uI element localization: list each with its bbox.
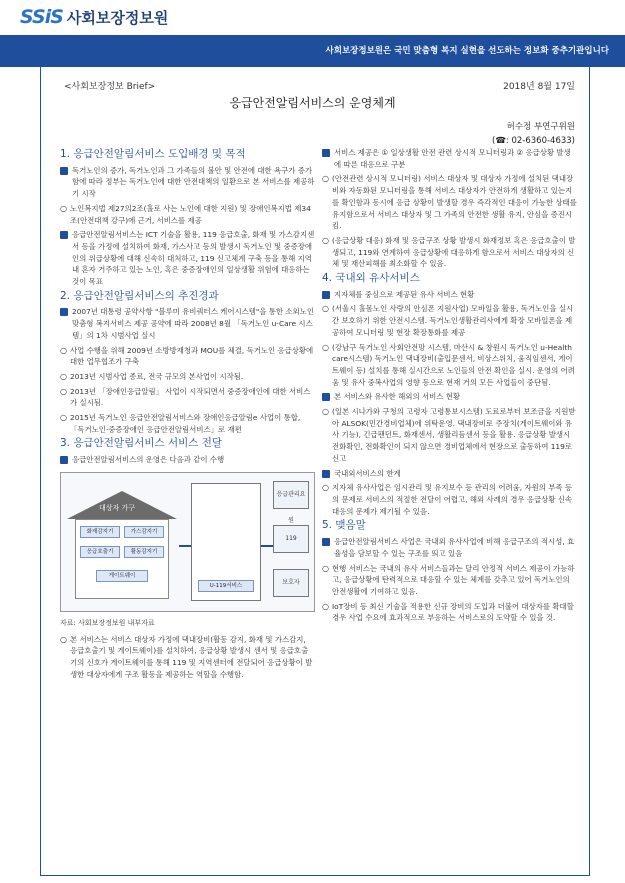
list-item: ○ 2013년 「장애인응급알림」 사업이 시작되면서 중증장애인에 대한 서비스가 실시됨. [60, 386, 311, 408]
fire-dept-box: 119 [273, 525, 309, 553]
banner-bar [0, 35, 625, 67]
square-bullet-icon [60, 456, 68, 464]
list-item: ○ 2013년 시범사업 종료, 전국 규모의 본사업이 시작됨. [60, 371, 244, 381]
square-bullet-icon [322, 393, 330, 401]
section-heading: 3. 응급안전알림서비스 서비스 전달 [60, 437, 223, 450]
key-point: 지자체를 중심으로 제공된 유사 서비스 현황 [322, 289, 577, 301]
circle-bullet-icon: ○ [322, 342, 329, 352]
circle-bullet-icon: ○ [60, 413, 67, 423]
square-bullet-icon [322, 470, 330, 478]
author-phone: (☎: 02-6360-4633) [492, 136, 575, 146]
banner-text: 사회보장정보원은 국민 맞춤형 복지 실현을 선도하는 정보화 중추기관입니다 [325, 46, 609, 56]
square-bullet-icon [322, 291, 330, 299]
house-body [75, 519, 169, 599]
key-point: 서비스 제공은 ① 일상생활 안전 관련 상시적 모니터링과 ② 응급상황 발생에 따른 대응으로 구분 [322, 147, 577, 170]
circle-bullet-icon: ○ [322, 304, 329, 314]
square-bullet-icon [322, 538, 330, 546]
key-point: 2007년 대통령 공약사항 "블루미 유비쿼터스 케어시스템"을 통한 소외노인 맞춤형 복지서비스 제공 공약에 따라 2008년 8월 「독거노인 u-Care 시스템」의 1차 시범사업 실시 [60, 306, 315, 341]
list-item: ○ 2015년 독거노인 응급안전알림서비스와 장애인응급알림e 사업이 통합, 「독거노인·중증장애인 응급안전알림서비스」로 재편 [60, 413, 301, 434]
page-title: 응급안전알림서비스의 운영체계 [229, 96, 396, 110]
house-illustration [67, 491, 177, 601]
circle-bullet-icon: ○ [60, 634, 67, 644]
list-item: ○ 본 서비스는 서비스 대상자 가정에 댁내장비(활동 감지, 화재 및 가스감지, 응급호출기 및 게이트웨이)를 설치하여, 응급상황 발생시 센서 및 응급호출기의 신호가 게이트웨이를 통해 119 및 지역센터에 전달되어 응급상황이 발생한 대상자에게 구조 활동을 제공하는 역할을 수행함. [60, 634, 313, 679]
service-diagram [60, 472, 315, 612]
circle-bullet-icon: ○ [322, 174, 329, 184]
section-heading: 4. 국내외 유사서비스 [322, 272, 420, 285]
circle-bullet-icon: ○ [60, 386, 67, 396]
author-name: 허수정 부연구위원 [506, 122, 575, 132]
monitoring-center [191, 483, 261, 601]
circle-bullet-icon: ○ [60, 203, 67, 213]
logo[interactable] [20, 6, 168, 28]
left-column [60, 147, 315, 683]
key-point: 국내외서비스의 한계 [322, 468, 577, 480]
square-bullet-icon [322, 149, 330, 157]
brief-label: <사회보장정보 Brief> [64, 82, 156, 92]
square-bullet-icon [60, 308, 68, 316]
list-item: ○ 지자체 유사사업은 임시관리 및 유지보수 등 관리의 어려움, 자원의 부족 등의 문제로 서비스의 적절한 전달이 어렵고, 해외 사례의 경우 응급상황 신속 대응의 문제가 제기될 수 있음. [322, 483, 573, 516]
list-item: ○ 사업 수행을 위해 2009년 소방방재청과 MOU를 체결, 독거노인 응급상황에 대한 업무협조가 구축 [60, 345, 314, 367]
section-heading: 1. 응급안전알림서비스 도입배경 및 목적 [60, 148, 246, 160]
ssis-logo-mark: SSiS [20, 6, 63, 28]
circle-bullet-icon: ○ [322, 601, 329, 611]
header [0, 0, 625, 28]
author-block [492, 120, 575, 148]
list-item: ○ (일본 시나가와 구청의 고령자 고령통보시스템) 도료로부터 보조금을 지원받아 ALSOK(민간경비업체)에 위탁운영. 댁내장비로 주장치(게이트웨이와 유사 기능), 긴급팬던트, 화재센서, 생활리듬센서 등을 활용. 응급상황 발생시 전화확인, 전화확인이 되지 않으면 경비업체에서 현장으로 출동하여 119로 신고 [322, 407, 576, 463]
key-point: 응급안전알림서비스 사업은 국내외 유사사업에 비해 응급구조의 적시성, 효율성을 담보할 수 있는 구조를 띄고 있음 [322, 536, 577, 559]
key-point: 독거노인의 증가, 독거노인과 그 가족들의 불안 및 안전에 대한 욕구가 증가함에 따라 정부는 독거노인에 대한 안전대책의 일환으로 본 서비스를 제공하기 시작 [60, 165, 315, 200]
center-label: U-119서비스 [198, 580, 254, 592]
list-item: ○ 현행 서비스는 국내의 유사 서비스들과는 달리 안정적 서비스 제공이 가능하고, 응급상황에 탄력적으로 대응할 수 있는 체계를 갖추고 있어 독거노인의 안전생활에 기여하고 있음. [322, 563, 575, 596]
emergency-caller: 응급호출기 [80, 546, 120, 558]
fire-sensor: 화재감지기 [80, 526, 120, 538]
house-label: 대상자 가구 [99, 503, 136, 512]
square-bullet-icon [60, 231, 68, 239]
figure-caption: 자료: 사회보장정보원 내부자료 [60, 618, 155, 627]
org-name: 사회보장정보원 [66, 8, 169, 27]
flow-arrow [179, 545, 191, 547]
list-item: ○ (서울시 홀몸노인 사랑의 안심폰 지원사업) 모바일을 활용, 독거노인을 실시간 보호하기 위한 안전시스템. 독거노인생활관리사에게 확장 모바일폰을 제공하여 모니터링 및 현장 확장통화를 제공 [322, 304, 574, 337]
key-point: 응급안전알림서비스는 ICT 기술을 활용, 119 응급호출, 화재 및 가스감지센서 등을 가정에 설치하여 화재, 가스사고 등의 발생시 독거노인 및 중증장애인의 위급상황에 대해 신속히 대처하고, 119 신고체계 구축 등을 통해 지역 내 혼자 거주하고 있는 노인, 혹은 중증장애인의 일상생활 위험에 대응하는 것이 목표 [60, 229, 315, 288]
gateway-device: 게이트웨이 [96, 570, 148, 582]
key-point: 응급안전알림서비스의 운영은 다음과 같이 수행 [60, 454, 315, 466]
guardian-box: 보호자 [273, 569, 309, 597]
circle-bullet-icon: ○ [322, 407, 329, 417]
circle-bullet-icon: ○ [322, 483, 329, 493]
list-item: ○ (응급상황 대응) 화재 및 응급구조 상황 발생시 화재정보 혹은 응급호출이 발생되고, 119와 연계하여 응급상황에 대응하게 함으로서 서비스 대상자의 신체 및 재산피해를 최소화할 수 있음. [322, 235, 576, 269]
manager-box: 응급관리요원 [273, 481, 309, 509]
key-point: 본 서비스와 유사한 해외의 서비스 현황 [322, 391, 577, 403]
list-item: ○ (안전관련 상시적 모니터링) 서비스 대상자 및 대상자 가정에 설치된 댁내장비와 자동화된 모니터링을 통해 서비스 대상자가 안전하게 생활하고 있는지를 확인함과 동시에 응급 상황이 발생할 경우 즉각적인 대응이 가능한 상태를 유지함으로서 서비스 대상자 및 그 가족의 안전한 생활 유지, 안심을 증진시킴. [322, 174, 577, 231]
circle-bullet-icon: ○ [60, 371, 67, 381]
section-heading: 2. 응급안전알림서비스의 추진경과 [60, 289, 219, 302]
circle-bullet-icon: ○ [60, 345, 67, 355]
activity-sensor: 활동감지기 [124, 546, 164, 558]
square-bullet-icon [60, 167, 68, 175]
list-item: ○ (강남구 독거노인 사회안전망 시스템, 마산시 & 창원시 독거노인 u-Health care시스템) 독거노인 댁내장비(출입문센서, 비상스위치, 움직임센서, 게이트웨이 등) 설치를 통해 실시간으로 노인들의 안전 확인을 실시. 운영의 어려움 및 유사 중복사업의 영향 등으로 현재 거의 모든 사업들이 중단됨. [322, 342, 575, 387]
list-item: ○ 노인복지법 제27의2조(홀로 사는 노인에 대한 지원) 및 장애인복지법 제34조(안전대책 강구)에 근거, 서비스를 제공 [60, 203, 311, 225]
circle-bullet-icon: ○ [322, 235, 329, 245]
flow-arrow [261, 545, 273, 547]
list-item: ○ IoT장비 등 최신 기술을 적용한 신규 장비의 도입과 더불어 대상자를 확대할 경우 사업 수요에 효과적으로 부응하는 서비스로의 도약할 수 있을 것. [322, 601, 574, 623]
publish-date: 2018년 8월 17일 [503, 82, 575, 92]
right-column [322, 147, 577, 627]
circle-bullet-icon: ○ [322, 563, 329, 573]
section-heading: 5. 맺음말 [322, 519, 366, 532]
gas-sensor: 가스감지기 [124, 526, 164, 538]
